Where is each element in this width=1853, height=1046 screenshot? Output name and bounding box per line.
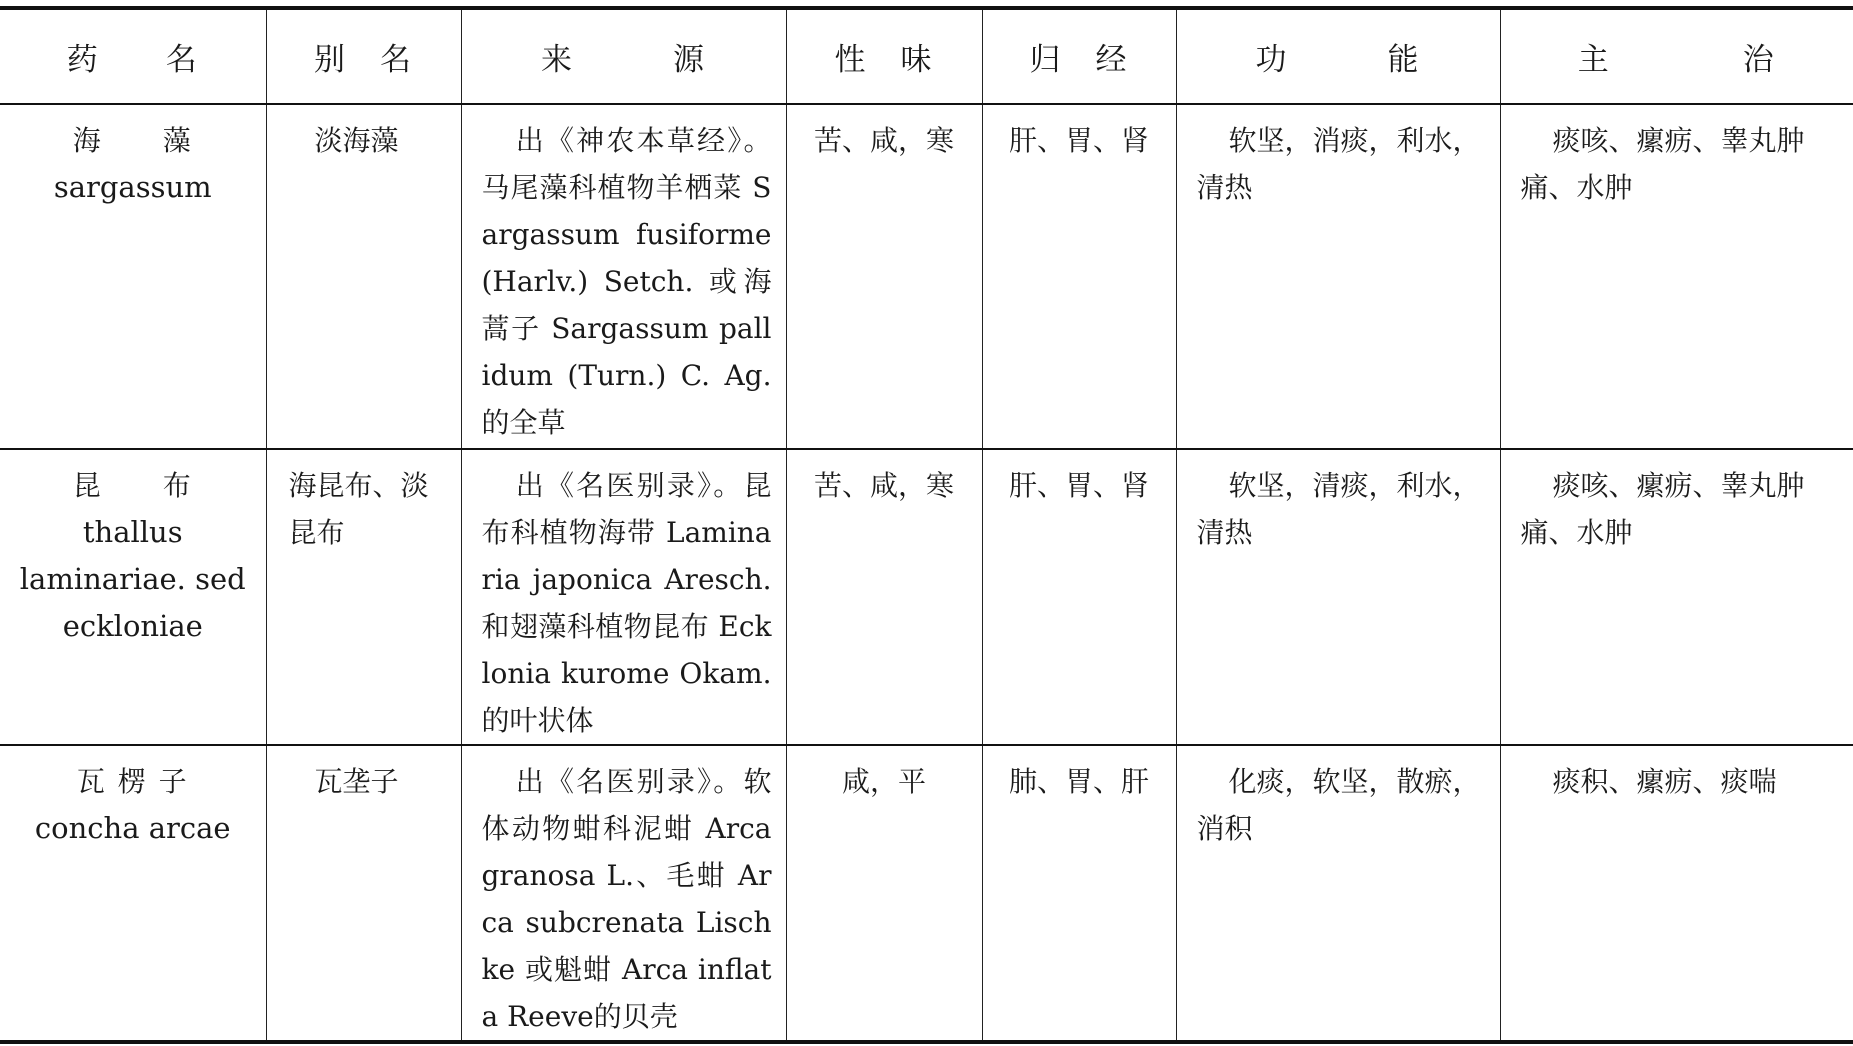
function-text: 化痰，软坚，散瘀，消积 [1196,765,1481,845]
treatment-text: 痰咳、瘰疬、睾丸肿痛、水肿 [1520,124,1805,204]
cell-name [0,104,266,449]
cell-treatment [1500,104,1853,449]
function-text: 软坚，消痰，利水，清热 [1196,124,1481,204]
source-text: 出《名医别录》。昆布科植物海带 Laminaria japonica Aresch. 和翅藻科植物昆布 Ecklonia kurome Okam. 的叶状体 [481,469,772,737]
cell-meridian: 肺、胃、肝 [982,745,1176,1042]
cell-taste: 苦、咸，寒 [786,449,982,745]
treatment-text: 痰咳、瘰疬、睾丸肿痛、水肿 [1520,469,1805,549]
herb-name-zh: 昆 布 [72,469,193,502]
cell-source [461,449,786,745]
cell-meridian: 肝、胃、肾 [982,449,1176,745]
header-source: 来 源 [461,8,786,104]
cell-function [1176,745,1500,1042]
herb-name-latin: thallus laminariae. sed eckloniae [19,515,246,643]
cell-treatment [1500,449,1853,745]
source-text: 出《名医别录》。软体动物蚶科泥蚶 Arca granosa L.、毛蚶 Arca subcrenata Lischke 或魁蚶 Arca inflata Reeve的贝壳 [481,765,772,1033]
cell-taste: 苦、咸，寒 [786,104,982,449]
herb-name-zh: 瓦 楞 子 [76,765,189,798]
cell-meridian: 肝、胃、肾 [982,104,1176,449]
herb-name-latin: sargassum [53,170,212,204]
header-meridian: 归 经 [982,8,1176,104]
cell-function [1176,449,1500,745]
treatment-text: 痰积、瘰疬、痰喘 [1552,765,1777,798]
header-function: 功 能 [1176,8,1500,104]
cell-source [461,104,786,449]
table-row [0,745,1853,1042]
herb-name-latin: concha arcae [34,811,231,845]
cell-name [0,745,266,1042]
header-alias: 别 名 [266,8,461,104]
cell-treatment [1500,745,1853,1042]
cell-alias: 海昆布、淡昆布 [266,449,461,745]
herb-table [0,6,1853,1044]
herb-name-zh: 海 藻 [72,124,193,157]
source-text: 出《神农本草经》。马尾藻科植物羊栖菜 Sargassum fusiforme (Harlv.) Setch. 或海蒿子 Sargassum pallidum (Turn.) C. Ag. 的全草 [481,124,772,439]
cell-alias: 淡海藻 [266,104,461,449]
cell-taste: 咸，平 [786,745,982,1042]
cell-alias: 瓦垄子 [266,745,461,1042]
cell-function [1176,104,1500,449]
function-text: 软坚，清痰，利水，清热 [1196,469,1481,549]
header-name: 药 名 [0,8,266,104]
table-row [0,449,1853,745]
header-row [0,8,1853,104]
cell-name [0,449,266,745]
table-row [0,104,1853,449]
header-treatment: 主 治 [1500,8,1853,104]
header-taste: 性 味 [786,8,982,104]
cell-source [461,745,786,1042]
